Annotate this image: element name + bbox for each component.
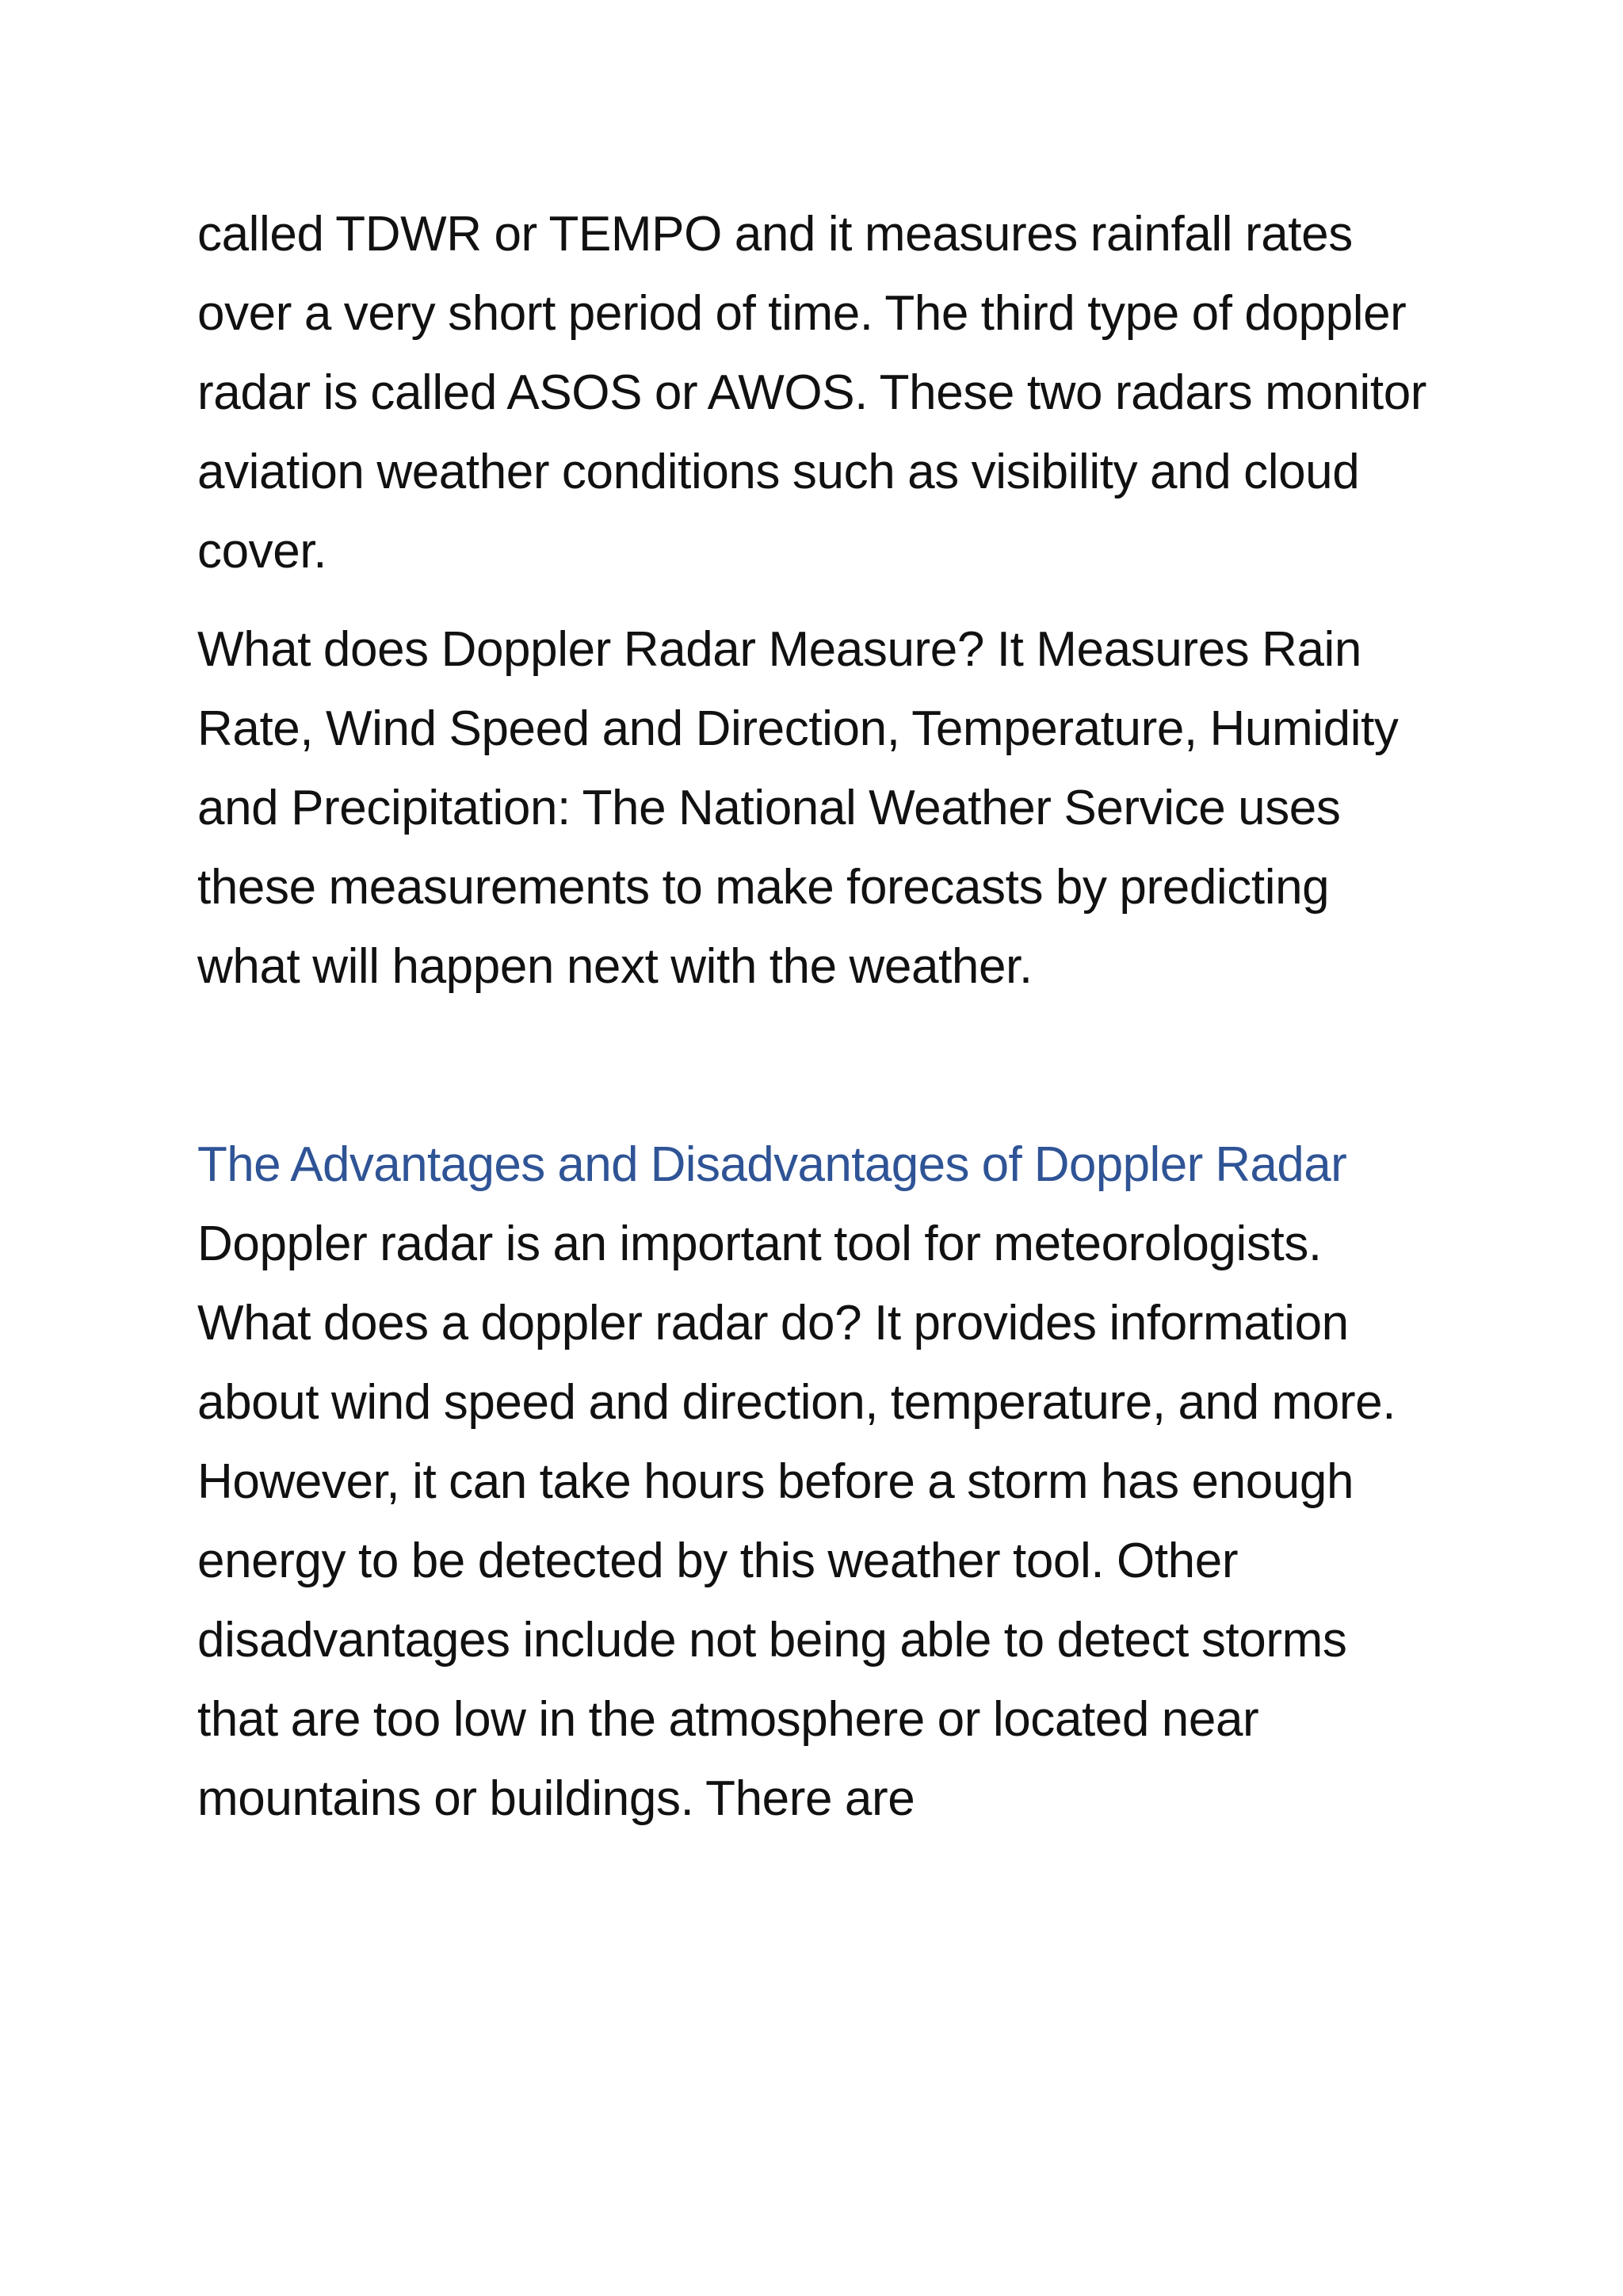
- paragraph-doppler-measurements: What does Doppler Radar Measure? It Measures Rain Rate, Wind Speed and Direction, Temperature, Humidity and Precipitation: The National Weather Service uses these measurements to make forecasts by predicting what will happen next with the weather.: [197, 622, 1399, 994]
- paragraph-radar-types: called TDWR or TEMPO and it measures rainfall rates over a very short period of time. The third type of doppler radar is called ASOS or AWOS. These two radars monitor aviation weather conditions such as visibility and cloud cover.: [197, 207, 1427, 579]
- section-heading: The Advantages and Disadvantages of Doppler Radar: [197, 1137, 1347, 1192]
- paragraph-advantages-disadvantages: Doppler radar is an important tool for meteorologists. What does a doppler radar do? It provides information about wind speed and direction, temperature, and more. However, it can take hours before a storm has enough energy to be detected by this weather tool. Other disadvantages include not being able to detect storms that are too low in the atmosphere or located near mountains or buildings. There are: [197, 1217, 1396, 1826]
- document-body: [197, 195, 1434, 1839]
